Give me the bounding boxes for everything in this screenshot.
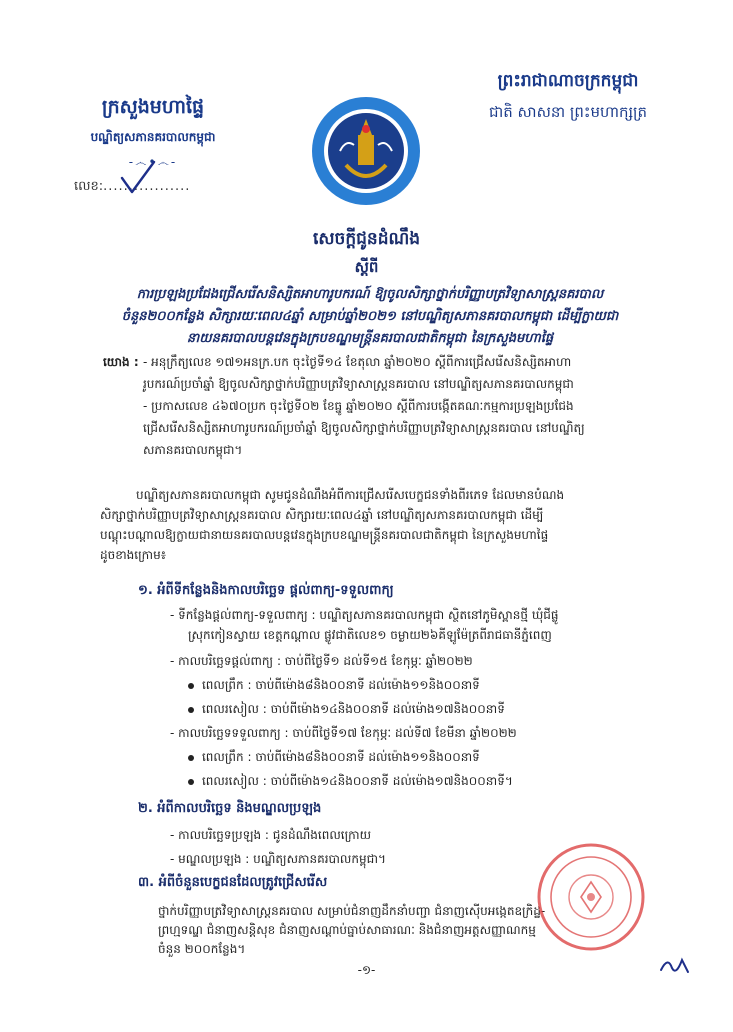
give-date-line: - កាលបរិច្ឆេទផ្តល់ពាក្យ : ចាប់ពីថ្ងៃទី១ ដល់ទី១៥ ខែកុម្ភៈ ឆ្នាំ២០២២ [170,654,473,668]
give-evening [188,700,505,719]
page-title: សេចក្តីជូនដំណឹង [312,229,421,249]
exam-center-line: - មណ្ឌលប្រឡង : បណ្ឌិត្យសភានគរបាលកម្ពុជា។ [170,852,386,866]
subject-line: ការប្រឡងប្រជែងជ្រើសរើសនិស្សិតអាហារូបករណ៍ ឱ្យចូលសិក្សាថ្នាក់បរិញ្ញាបត្រវិទ្យាសាស្ត្រនគរបាល [136,287,604,302]
title-about: ស្តីពី [354,258,379,276]
kingdom-block [468,70,668,125]
bullet-icon [188,755,194,761]
section-3-line: ព្រហ្មទណ្ឌ ជំនាញសន្តិសុខ ជំនាញសណ្តាប់ធ្នាប់សាធារណៈ និងជំនាញអត្តសញ្ញាណកម្ម [158,923,536,937]
national-motto: ជាតិ សាសនា ព្រះមហាក្សត្រ [488,103,648,121]
reference-line: សភានគរបាលកម្ពុជា។ [143,443,243,457]
issuer-block [58,95,248,170]
subject-block [120,284,620,350]
page-number: -១- [357,963,376,977]
place-line: - ទីកន្លែងផ្តល់ពាក្យ-ទទួលពាក្យ : បណ្ឌិត្យសភានគរបាលកម្ពុជា ស្ថិតនៅភូមិស្ពានថ្មី ឃុំជីផ្លូ [170,608,559,622]
bullet-icon [188,779,194,785]
number-tail: ......... [144,179,191,194]
recv-evening-text: ពេលរសៀល : ចាប់ពីម៉ោង១៤និង០០នាទី ដល់ម៉ោង១៧និង០០នាទី។ [202,774,513,788]
receive-date-line: - កាលបរិច្ឆេទទទួលពាក្យ : ចាប់ពីថ្ងៃទី១៧ ខែកុម្ភៈ ដល់ទី៧ ខែមីនា ឆ្នាំ២០២២ [170,726,517,740]
intro-line: បណ្ឌិត្យសភានគរបាលកម្ពុជា សូមជូនដំណឹងអំពីការជ្រើសរើសបេក្ខជនទាំងពីរភេទ ដែលមានបំណង [136,488,565,502]
reference-line: - ប្រកាសលេខ ៤៦៧០ប្រក ចុះថ្ងៃទី០២ ខែធ្នូ ឆ្នាំ២០២០ ស្តីពីការបង្កើតគណៈកម្មការប្រឡងប្រជែង [143,399,574,413]
academy-name: បណ្ឌិត្យសភានគរបាលកម្ពុជា [90,130,216,144]
place-line-2: ស្រុកកៀនស្វាយ ខេត្តកណ្តាល ផ្លូវជាតិលេខ១ ចម្ងាយ២៦គីឡូម៉ែត្រពីរាជធានីភ្នំពេញ [188,628,552,642]
intro-line: ដូចខាងក្រោម៖ [100,548,166,562]
ministry-name: ក្រសួងមហាផ្ទៃ [101,96,205,118]
reference-line: ជ្រើសរើសនិស្សិតអាហារូបករណ៍ប្រចាំឆ្នាំ ឱ្យចូលសិក្សាថ្នាក់បរិញ្ញាបត្រវិទ្យាសាស្ត្រនគរបាល នៅបណ្ឌិត្យ [143,421,585,435]
kingdom-name: ព្រះរាជាណាចក្រកម្ពុជា [497,71,639,91]
bullet-icon [188,707,194,713]
police-academy-logo-icon [310,95,422,207]
section-3-line: ថ្នាក់បរិញ្ញាបត្រវិទ្យាសាស្ត្រនគរបាល សម្រាប់ជំនាញដឹកនាំបញ្ជា ជំនាញស៊ើបអង្កេតឧក្រិដ្ឋ- [158,904,546,918]
intro-line: សិក្សាថ្នាក់បរិញ្ញាបត្រវិទ្យាសាស្ត្រនគរបាល សិក្សារយៈពេល៤ឆ្នាំ នៅបណ្ឌិត្យសភានគរបាលកម្ពុជា ដើម្បី [100,508,544,522]
recv-morning-text: ពេលព្រឹក : ចាប់ពីម៉ោង៨និង០០នាទី ដល់ម៉ោង១១និង០០នាទី [202,750,480,764]
bullet-icon [188,683,194,689]
recv-evening [188,772,513,791]
exam-date-line: - កាលបរិច្ឆេទប្រឡង : ជូនដំណឹងពេលក្រោយ [170,828,371,842]
number-value: ........ [103,179,145,194]
subject-line: ចំនួន២០០កន្លែង សិក្សារយៈពេល៤ឆ្នាំ សម្រាប់ឆ្នាំ២០២១ នៅបណ្ឌិត្យសភានគរបាលកម្ពុជា ដើម្បីក្លាយជា [121,309,619,324]
subject-line: នាយនគរបាលបន្តវេនក្នុងក្របខណ្ឌមន្ត្រីនគរបាលជាតិកម្ពុជា នៃក្រសួងមហាផ្ទៃ [186,331,554,346]
section-1-heading: ១. អំពីទីកន្លែងនិងកាលបរិច្ឆេទ ផ្តល់ពាក្យ-ទទួលពាក្យ [138,583,394,598]
checkmark-icon [118,160,158,196]
reference-line: - អនុក្រឹត្យលេខ ១៧១អនក្រ.បក ចុះថ្ងៃទី១៤ ខែតុលា ឆ្នាំ២០២០ ស្តីពីការជ្រើសរើសនិស្សិតអាហា [143,355,572,369]
references-block [103,352,648,462]
give-evening-text: ពេលរសៀល : ចាប់ពីម៉ោង១៤និង០០នាទី ដល់ម៉ោង១៧និង០០នាទី [202,702,505,716]
intro-paragraph [100,485,648,565]
give-morning-text: ពេលព្រឹក : ចាប់ពីម៉ោង៨និង០០នាទី ដល់ម៉ោង១១និង០០នាទី [202,678,480,692]
reference-line: រូបករណ៍ប្រចាំឆ្នាំ ឱ្យចូលសិក្សាថ្នាក់បរិញ្ញាបត្រវិទ្យាសាស្ត្រនគរបាល នៅបណ្ឌិត្យសភានគរបាលកម្ពុជា [143,377,574,391]
official-seal-icon [536,842,646,952]
section-2-heading: ២. អំពីកាលបរិច្ឆេទ និងមណ្ឌលប្រឡង [138,801,322,816]
section-3-line: ចំនួន ២០០កន្លែង។ [158,942,246,956]
references-label: យោង : [103,355,139,369]
recv-morning [188,748,480,767]
section-3-heading: ៣. អំពីចំនួនបេក្ខជនដែលត្រូវជ្រើសរើស [138,875,328,890]
ornament: -෴•෴- [128,155,178,169]
number-label: លេខ: [74,179,104,194]
give-morning [188,676,480,695]
signature-icon [658,952,692,976]
intro-line: បណ្តុះបណ្តាលឱ្យក្លាយជានាយនគរបាលបន្តវេនក្នុងក្របខណ្ឌមន្ត្រីនគរបាលជាតិកម្ពុជា នៃក្រសួងមហាផ្ទៃ [100,528,549,542]
